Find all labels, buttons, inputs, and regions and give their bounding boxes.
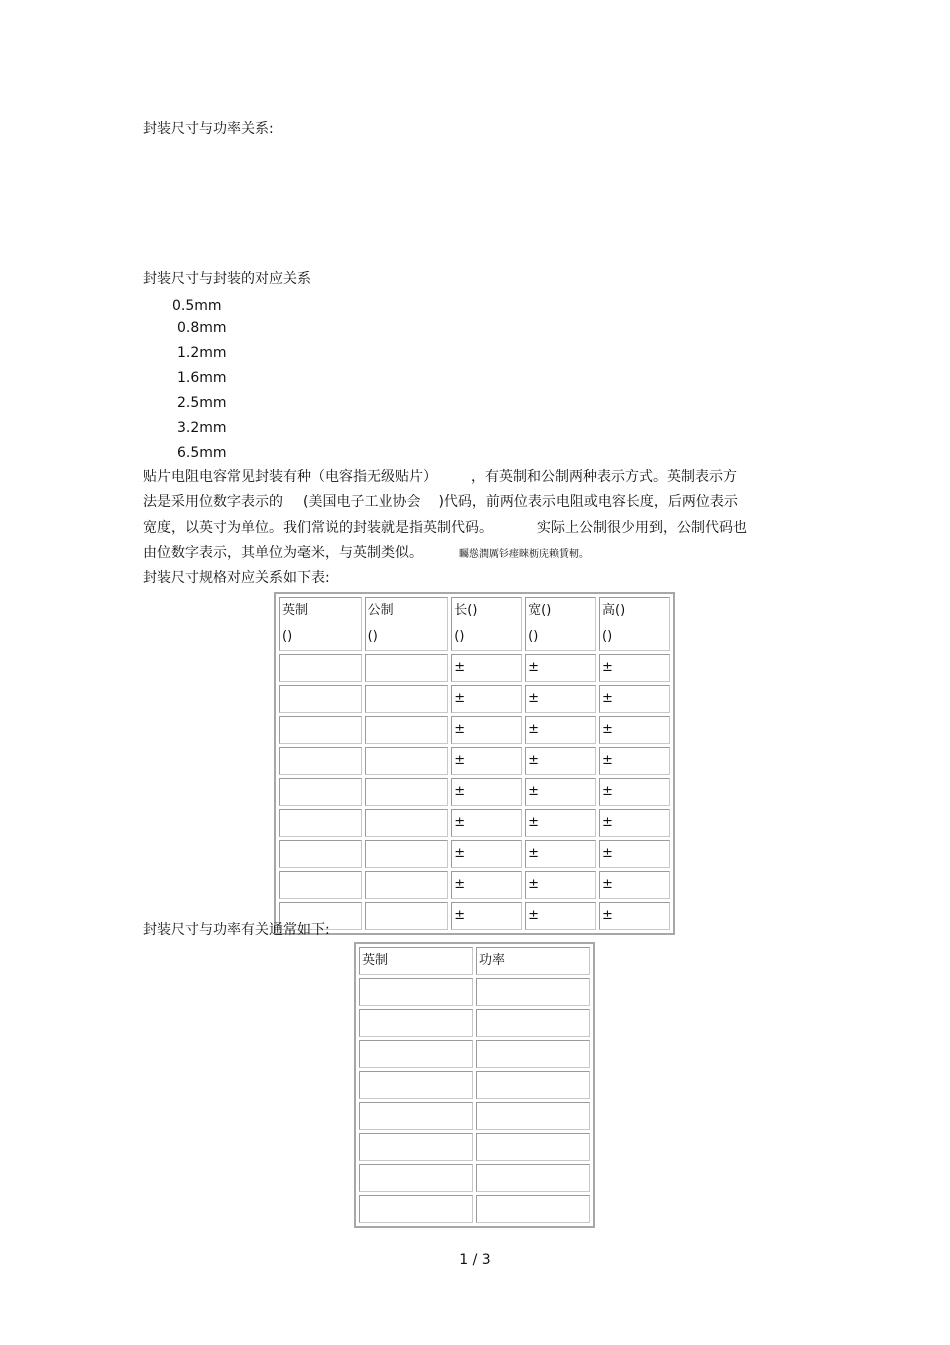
table-cell: ± — [451, 716, 522, 744]
table-row — [279, 685, 670, 713]
table-cell — [476, 978, 590, 1006]
paragraph-text: ，有英制和公制两种表示方式。英制表示方 — [471, 469, 737, 485]
header-cell: 高() () — [599, 597, 670, 651]
table-cell — [279, 747, 362, 775]
table-cell — [476, 1040, 590, 1068]
heading-package-mapping: 封装尺寸与封装的对应关系 — [143, 271, 311, 287]
table-row — [359, 1133, 590, 1161]
table-cell: ± — [525, 840, 596, 868]
table-cell: ± — [599, 654, 670, 682]
table-cell: ± — [451, 778, 522, 806]
table-cell — [365, 809, 449, 837]
size-item: 6.5mm — [177, 445, 227, 461]
table-cell: ± — [451, 840, 522, 868]
table-cell — [279, 654, 362, 682]
table-cell: ± — [599, 716, 670, 744]
table-row — [359, 1071, 590, 1099]
table-cell — [476, 1102, 590, 1130]
table-cell: ± — [525, 747, 596, 775]
header-cell: 公制 () — [365, 597, 449, 651]
paragraph-line — [143, 544, 589, 564]
table-row — [359, 1040, 590, 1068]
table-row — [359, 1164, 590, 1192]
heading-spec-table: 封装尺寸规格对应关系如下表: — [143, 570, 330, 586]
table-cell — [476, 1071, 590, 1099]
power-table — [354, 942, 595, 1228]
size-item: 1.2mm — [177, 345, 227, 361]
table-cell — [359, 1133, 473, 1161]
size-item: 2.5mm — [177, 395, 227, 411]
table-cell — [476, 1195, 590, 1223]
table-cell — [365, 840, 449, 868]
paragraph-line — [143, 468, 737, 486]
table-cell: ± — [599, 747, 670, 775]
table-cell: ± — [599, 778, 670, 806]
table-row — [279, 902, 670, 930]
table-cell — [279, 840, 362, 868]
header-cell: 宽() () — [525, 597, 596, 651]
table-row — [359, 1102, 590, 1130]
table-cell: ± — [599, 871, 670, 899]
header-cell: 英制 () — [279, 597, 362, 651]
table-header-row — [279, 597, 670, 651]
table-cell — [365, 871, 449, 899]
table-cell — [279, 809, 362, 837]
table-cell — [365, 747, 449, 775]
paragraph-line — [143, 519, 747, 537]
table-cell — [359, 1071, 473, 1099]
size-item: 0.8mm — [177, 320, 227, 336]
table-cell — [359, 1195, 473, 1223]
table-cell: ± — [599, 685, 670, 713]
table-row — [359, 1195, 590, 1223]
size-item: 1.6mm — [177, 370, 227, 386]
header-cell: 长() () — [451, 597, 522, 651]
table-cell — [365, 654, 449, 682]
table-cell — [279, 716, 362, 744]
paragraph-text: (美国电子工业协会 — [303, 494, 421, 510]
table-row — [359, 978, 590, 1006]
table-cell: ± — [525, 778, 596, 806]
table-cell: ± — [525, 902, 596, 930]
table-row — [279, 654, 670, 682]
size-item: 0.5mm — [172, 298, 222, 314]
table-row — [359, 1009, 590, 1037]
table-cell — [476, 1009, 590, 1037]
garbled-text: 矚慫潤厲钐瘗睞枥庑赖賃軔。 — [459, 549, 589, 560]
spec-table — [274, 592, 675, 935]
table-cell — [365, 778, 449, 806]
table-row — [279, 871, 670, 899]
paragraph-text: 法是采用位数字表示的 — [143, 494, 283, 510]
table-cell — [359, 1009, 473, 1037]
table-cell: ± — [451, 747, 522, 775]
table-cell: ± — [599, 902, 670, 930]
table-cell: ± — [599, 809, 670, 837]
paragraph-text: 实际上公制很少用到，公制代码也 — [537, 520, 747, 536]
table-cell — [359, 978, 473, 1006]
table-row — [279, 747, 670, 775]
table-cell: ± — [451, 902, 522, 930]
table-row — [279, 809, 670, 837]
paragraph-text: 由位数字表示，其单位为毫米，与英制类似。 — [143, 545, 423, 561]
paragraph-text: 宽度，以英寸为单位。我们常说的封装就是指英制代码。 — [143, 520, 493, 536]
table-cell — [279, 685, 362, 713]
heading-power-table: 封装尺寸与功率有关通常如下: — [143, 922, 330, 938]
paragraph-line — [143, 493, 738, 511]
table-row — [279, 716, 670, 744]
paragraph-text: 贴片电阻电容常见封装有种（电容指无级贴片） — [143, 469, 437, 485]
table-cell — [365, 716, 449, 744]
table-cell — [279, 871, 362, 899]
table-header-row — [359, 947, 590, 975]
header-cell: 功率 — [476, 947, 590, 975]
table-cell — [365, 902, 449, 930]
table-row — [279, 778, 670, 806]
table-cell — [476, 1164, 590, 1192]
table-cell — [365, 685, 449, 713]
page-number: 1 / 3 — [459, 1252, 491, 1268]
table-cell: ± — [599, 840, 670, 868]
table-cell: ± — [525, 716, 596, 744]
table-row — [279, 840, 670, 868]
table-cell: ± — [451, 654, 522, 682]
size-item: 3.2mm — [177, 420, 227, 436]
table-cell — [279, 778, 362, 806]
paragraph-text: )代码，前两位表示电阻或电容长度，后两位表示 — [438, 494, 738, 510]
table-cell: ± — [525, 685, 596, 713]
table-cell — [359, 1102, 473, 1130]
table-cell — [476, 1133, 590, 1161]
heading-power-relation: 封装尺寸与功率关系: — [143, 121, 274, 137]
table-cell — [359, 1040, 473, 1068]
table-cell: ± — [525, 809, 596, 837]
table-cell: ± — [451, 809, 522, 837]
table-cell: ± — [451, 871, 522, 899]
header-cell: 英制 — [359, 947, 473, 975]
table-cell: ± — [525, 654, 596, 682]
table-cell: ± — [451, 685, 522, 713]
table-cell: ± — [525, 871, 596, 899]
table-cell — [359, 1164, 473, 1192]
